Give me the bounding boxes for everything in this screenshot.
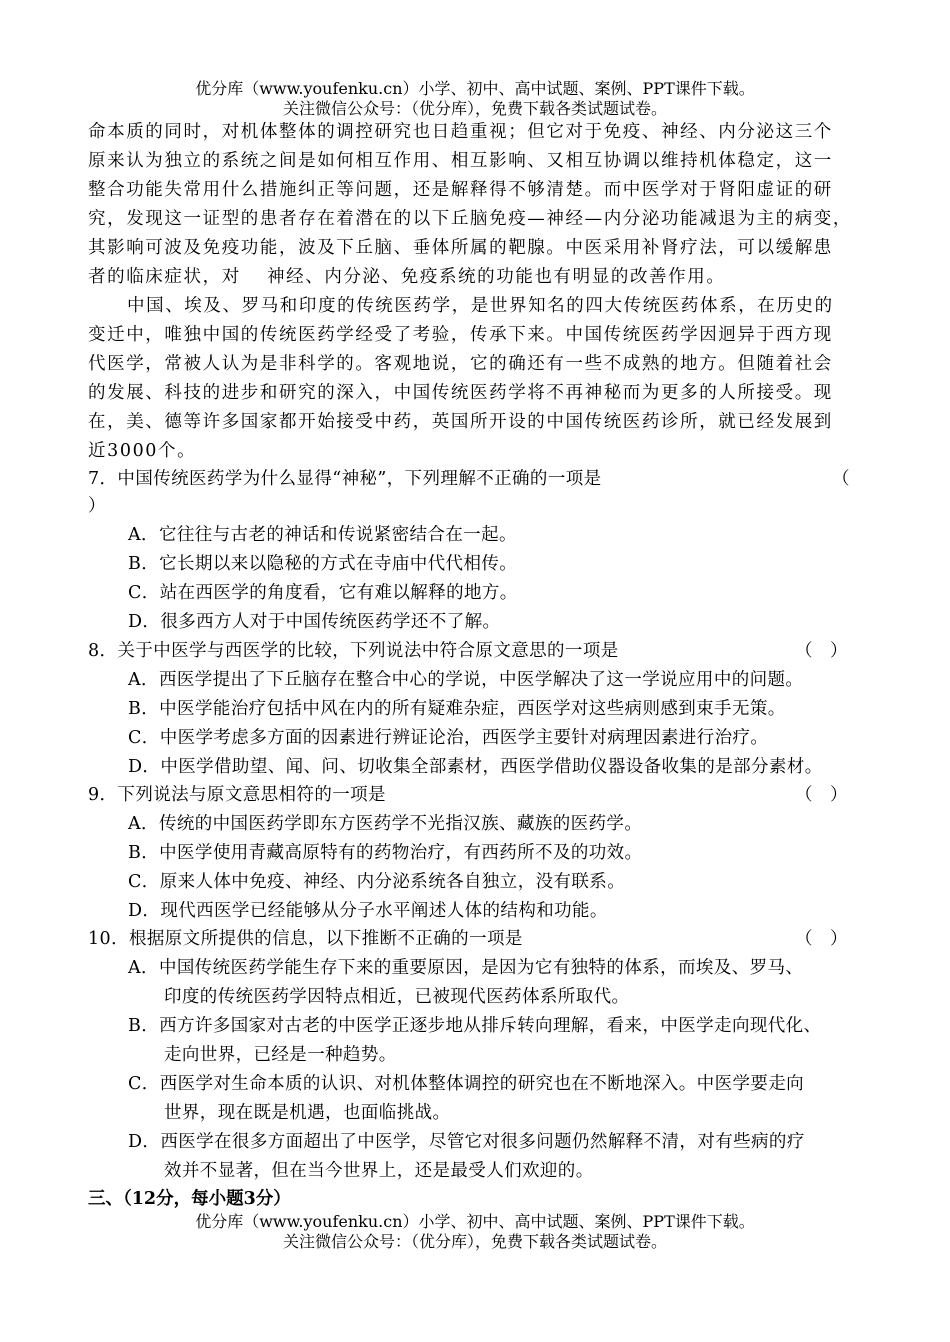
passage-line: 其影响可波及免疫功能，波及下丘脑、垂体所属的靶腺。中医采用补肾疗法，可以缓解患 [88, 238, 833, 258]
question-7-option-c: C．站在西医学的角度看，它有难以解释的地方。 [128, 583, 518, 603]
question-7-option-b: B．它长期以来以隐秘的方式在寺庙中代代相传。 [128, 554, 518, 574]
question-10-stem: 10．根据原文所提供的信息，以下推断不正确的一项是 [88, 929, 523, 949]
question-7-option-d: D．很多西方人对于中国传统医药学还不了解。 [128, 612, 501, 632]
header-top-line2: 关注微信公众号：（优分库），免费下载各类试题试卷。 [282, 99, 667, 118]
question-10-option-c: C．西医学对生命本质的认识、对机体整体调控的研究也在不断地深入。中医学要走向 [128, 1074, 805, 1094]
question-8-option-a: A．西医学提出了下丘脑存在整合中心的学说，中医学解决了这一学说应用中的问题。 [128, 670, 804, 690]
question-9-stem: 9．下列说法与原文意思相符的一项是 [88, 785, 386, 805]
question-7-option-a: A．它往往与古老的神话和传说紧密结合在一起。 [128, 525, 517, 545]
question-9-option-d: D．现代西医学已经能够从分子水平阐述人体的结构和功能。 [128, 901, 608, 921]
section-3-heading: 三、（12分，每小题3分） [88, 1189, 291, 1209]
passage-line: 者的临床症状，对 神经、内分泌、免疫系统的功能也有明显的改善作用。 [88, 267, 726, 287]
passage-line: 命本质的同时，对机体整体的调控研究也日趋重视；但它对于免疫、神经、内分泌这三个 [88, 122, 833, 142]
passage-line: 中国、埃及、罗马和印度的传统医药学，是世界知名的四大传统医药体系，在历史的 [127, 296, 834, 316]
question-9-option-c: C．原来人体中免疫、神经、内分泌系统各自独立，没有联系。 [128, 872, 626, 892]
question-8-option-b: B．中医学能治疗包括中风在内的所有疑难杂症，西医学对这些病则感到束手无策。 [128, 699, 786, 719]
question-8-option-c: C．中医学考虑多方面的因素进行辨证论治，西医学主要针对病理因素进行治疗。 [128, 728, 769, 748]
passage-line: 变迁中，唯独中国的传统医药学经受了考验，传承下来。中国传统医药学因迥异于西方现 [88, 325, 833, 345]
question-10-option-d-continued: 效并不显著，但在当今世界上，还是最受人们欢迎的。 [164, 1161, 594, 1181]
question-10-answer-paren: （ ） [795, 929, 848, 949]
question-8-stem: 8．关于中医学与西医学的比较，下列说法中符合原文意思的一项是 [88, 641, 619, 661]
passage-line: 原来认为独立的系统之间是如何相互作用、相互影响、又相互协调以维持机体稳定，这一 [88, 151, 833, 171]
question-7-answer-paren-close: ） [88, 496, 106, 516]
header-top-line1: 优分库（www.youfenku.cn）小学、初中、高中试题、案例、PPT课件下载。 [195, 79, 755, 98]
question-10-option-a-continued: 印度的传统医药学因特点相近，已被现代医药体系所取代。 [164, 987, 630, 1007]
passage-line: 究，发现这一证型的患者存在着潜在的以下丘脑免疫—神经—内分泌功能减退为主的病变， [88, 209, 852, 229]
passage-line: 的发展、科技的进步和研究的深入，中国传统医药学将不再神秘而为更多的人所接受。现 [88, 383, 833, 403]
question-9-option-b: B．中医学使用青藏高原特有的药物治疗，有西药所不及的功效。 [128, 843, 643, 863]
question-8-option-d: D．中医学借助望、闻、问、切收集全部素材，西医学借助仪器设备收集的是部分素材。 [128, 757, 823, 777]
question-10-option-b: B．西方许多国家对古老的中医学正逐步地从排斥转向理解，看来，中医学走向现代化、 [128, 1016, 822, 1036]
question-9-answer-paren: （ ） [795, 785, 848, 805]
passage-line: 整合功能失常用什么措施纠正等问题，还是解释得不够清楚。而中医学对于肾阳虚证的研 [88, 180, 833, 200]
question-10-option-d: D．西医学在很多方面超出了中医学，尽管它对很多问题仍然解释不清，对有些病的疗 [128, 1132, 805, 1152]
question-10-option-c-continued: 世界，现在既是机遇，也面临挑战。 [164, 1103, 451, 1123]
question-9-option-a: A．传统的中国医药学即东方医药学不光指汉族、藏族的医药学。 [128, 814, 643, 834]
passage-line: 在，美、德等许多国家都开始接受中药，英国所开设的中国传统医药诊所，就已经发展到 [88, 412, 833, 432]
passage-line: 近3000个。 [88, 441, 197, 461]
question-10-option-b-continued: 走向世界，已经是一种趋势。 [164, 1045, 397, 1065]
question-10-option-a: A．中国传统医药学能生存下来的重要原因，是因为它有独特的体系，而埃及、罗马、 [128, 958, 804, 978]
passage-line: 代医学，常被人认为是非科学的。客观地说，它的确还有一些不成熟的地方。但随着社会 [88, 354, 833, 374]
question-7-stem: 7．中国传统医药学为什么显得“神秘”，下列理解不正确的一项是 [88, 469, 602, 489]
question-8-answer-paren: （ ） [795, 641, 848, 661]
question-7-answer-paren-open: （ [832, 469, 850, 489]
header-bottom-line1: 优分库（www.youfenku.cn）小学、初中、高中试题、案例、PPT课件下载。 [195, 1212, 755, 1231]
header-bottom-line2: 关注微信公众号：（优分库），免费下载各类试题试卷。 [282, 1232, 667, 1251]
